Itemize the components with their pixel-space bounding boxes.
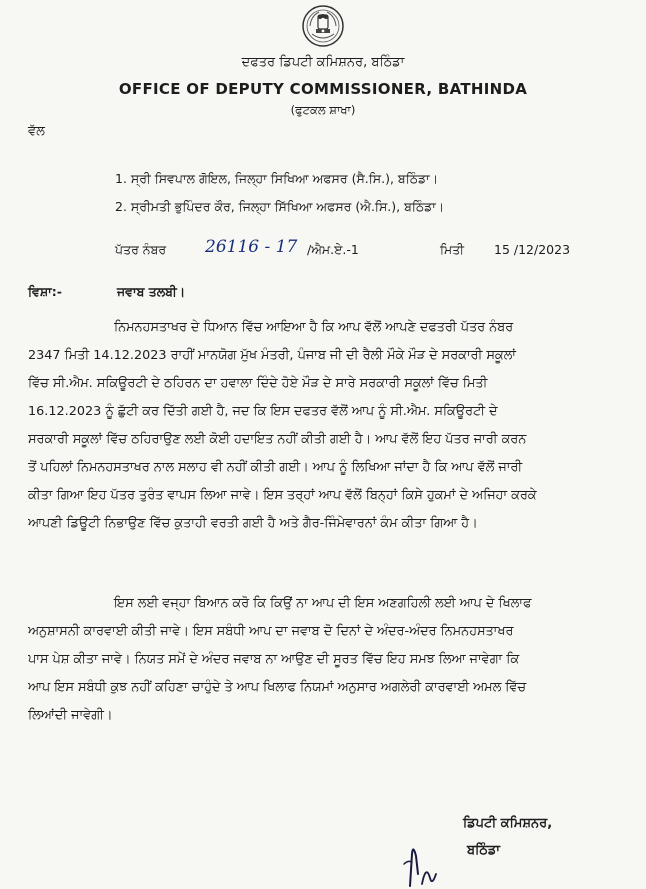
- paragraph-line: ਵਿੱਚ ਸੀ.ਐਮ. ਸਕਿਊਰਟੀ ਦੇ ਠਹਿਰਨ ਦਾ ਹਵਾਲਾ ਦਿੰਦੇ ਹੋਏ ਮੌੜ ਦੇ ਸਾਰੇ ਸਰਕਾਰੀ ਸਕੂਲਾਂ ਵਿੱਚ ਮਿਤੀ: [28, 376, 488, 391]
- subject-label: ਵਿਸ਼ਾ:-: [28, 284, 62, 299]
- paragraph-line: ਅਨੁਸ਼ਾਸਨੀ ਕਾਰਵਾਈ ਕੀਤੀ ਜਾਵੇ। ਇਸ ਸਬੰਧੀ ਆਪ ਦਾ ਜਵਾਬ ਦੋ ਦਿਨਾਂ ਦੇ ਅੰਦਰ-ਅੰਦਰ ਨਿਮਨਹਸਤਾਖਰ: [28, 624, 514, 639]
- body-paragraph-2: [28, 590, 622, 730]
- paragraph-line: ਆਪਣੀ ਡਿਊਟੀ ਨਿਭਾਉਣ ਵਿੱਚ ਕੁਤਾਹੀ ਵਰਤੀ ਗਈ ਹੈ ਅਤੇ ਗੈਰ-ਜਿੰਮੇਵਾਰਨਾਂ ਕੰਮ ਕੀਤਾ ਗਿਆ ਹੈ।: [28, 516, 478, 531]
- date-value: 15 /12/2023: [494, 242, 571, 257]
- paragraph-line: ਪਾਸ ਪੇਸ਼ ਕੀਤਾ ਜਾਵੇ। ਨਿਯਤ ਸਮੇਂ ਦੇ ਅੰਦਰ ਜਵਾਬ ਨਾ ਆਉਣ ਦੀ ਸੂਰਤ ਵਿੱਚ ਇਹ ਸਮਝ ਲਿਆ ਜਾਵੇਗਾ ਕਿ: [28, 652, 520, 667]
- branch-name: (ਫੁਟਕਲ ਸ਼ਾਖਾ): [290, 103, 356, 117]
- paragraph-line: ਇਸ ਲਈ ਵਜ੍ਹਾ ਬਿਆਨ ਕਰੋ ਕਿ ਕਿਉਂ ਨਾ ਆਪ ਦੀ ਇਸ ਅਣਗਹਿਲੀ ਲਈ ਆਪ ਦੇ ਖਿਲਾਫ: [114, 596, 532, 611]
- date-label: ਮਿਤੀ: [440, 242, 465, 257]
- subject-value: ਜਵਾਬ ਤਲਬੀ।: [117, 284, 186, 299]
- office-title-english: OFFICE OF DEPUTY COMMISSIONER, BATHINDA: [118, 80, 528, 98]
- paragraph-line: ਕੀਤਾ ਗਿਆ ਇਹ ਪੱਤਰ ਤੁਰੰਤ ਵਾਪਸ ਲਿਆ ਜਾਵੇ। ਇਸ ਤਰ੍ਹਾਂ ਆਪ ਵੱਲੋਂ ਬਿਨ੍ਹਾਂ ਕਿਸੇ ਹੁਕਮਾਂ ਦੇ ਅਜਿਹਾ ਕਰਕੇ: [28, 488, 537, 503]
- paragraph-line: ਸਰਕਾਰੀ ਸਕੂਲਾਂ ਵਿੱਚ ਠਹਿਰਾਉਣ ਲਈ ਕੋਈ ਹਦਾਇਤ ਨਹੀਂ ਕੀਤੀ ਗਈ ਹੈ। ਆਪ ਵੱਲੋਂ ਇਹ ਪੱਤਰ ਜਾਰੀ ਕਰਨ: [28, 432, 527, 447]
- signatory-city: ਬਠਿੰਡਾ: [467, 843, 501, 858]
- state-emblem-icon: [301, 4, 345, 48]
- paragraph-line: ਨਿਮਨਹਸਤਾਖਰ ਦੇ ਧਿਆਨ ਵਿੱਚ ਆਇਆ ਹੈ ਕਿ ਆਪ ਵੱਲੋਂ ਆਪਣੇ ਦਫਤਰੀ ਪੱਤਰ ਨੰਬਰ: [114, 320, 514, 335]
- paragraph-line: ਤੋਂ ਪਹਿਲਾਂ ਨਿਮਨਹਸਤਾਖਰ ਨਾਲ ਸਲਾਹ ਵੀ ਨਹੀਂ ਕੀਤੀ ਗਈ। ਆਪ ਨੂੰ ਲਿਖਿਆ ਜਾਂਦਾ ਹੈ ਕਿ ਆਪ ਵੱਲੋਂ ਜਾਰੀ: [28, 460, 523, 475]
- body-paragraph-1: [28, 314, 622, 538]
- letter-number-suffix: /ਐਮ.ਏ.-1: [307, 242, 359, 257]
- handwritten-signature: [396, 834, 476, 889]
- to-label: ਵੱਲ: [28, 124, 45, 139]
- letter-number-label: ਪੱਤਰ ਨੰਬਰ: [115, 242, 167, 257]
- recipient-2: 2. ਸ੍ਰੀਮਤੀ ਭੁਪਿੰਦਰ ਕੌਰ, ਜਿਲ੍ਹਾ ਸਿੱਖਿਆ ਅਫਸਰ (ਐ.ਸਿ.), ਬਠਿੰਡਾ।: [115, 199, 445, 214]
- office-title-punjabi: ਦਫਤਰ ਡਿਪਟੀ ਕਮਿਸ਼ਨਰ, ਬਠਿੰਡਾ: [241, 55, 405, 70]
- recipient-1: 1. ਸ੍ਰੀ ਸਿਵਪਾਲ ਗੋਇਲ, ਜਿਲ੍ਹਾ ਸਿਖਿਆ ਅਫਸਰ (ਸੈ.ਸਿ.), ਬਠਿੰਡਾ।: [115, 171, 439, 186]
- paragraph-line: ਲਿਆਂਦੀ ਜਾਵੇਗੀ।: [28, 708, 113, 723]
- paragraph-line: ਆਪ ਇਸ ਸਬੰਧੀ ਕੁਝ ਨਹੀਂ ਕਹਿਣਾ ਚਾਹੁੰਦੇ ਤੇ ਆਪ ਖਿਲਾਫ ਨਿਯਮਾਂ ਅਨੁਸਾਰ ਅਗਲੇਰੀ ਕਾਰਵਾਈ ਅਮਲ ਵਿੱਚ: [28, 680, 527, 695]
- paragraph-line: 2347 ਮਿਤੀ 14.12.2023 ਰਾਹੀਂ ਮਾਨਯੋਗ ਮੁੱਖ ਮੰਤਰੀ, ਪੰਜਾਬ ਜੀ ਦੀ ਰੈਲੀ ਮੌਕੇ ਮੌੜ ਦੇ ਸਰਕਾਰੀ ਸਕੂਲਾਂ: [28, 348, 516, 363]
- paragraph-line: 16.12.2023 ਨੂੰ ਛੁੱਟੀ ਕਰ ਦਿੱਤੀ ਗਈ ਹੈ, ਜਦ ਕਿ ਇਸ ਦਫਤਰ ਵੱਲੋਂ ਆਪ ਨੂੰ ਸੀ.ਐਮ. ਸਕਿਊਰਟੀ ਦੇ: [28, 404, 498, 419]
- signatory-title: ਡਿਪਟੀ ਕਮਿਸ਼ਨਰ,: [463, 816, 553, 831]
- letter-number-handwritten: 26116 - 17: [205, 237, 298, 257]
